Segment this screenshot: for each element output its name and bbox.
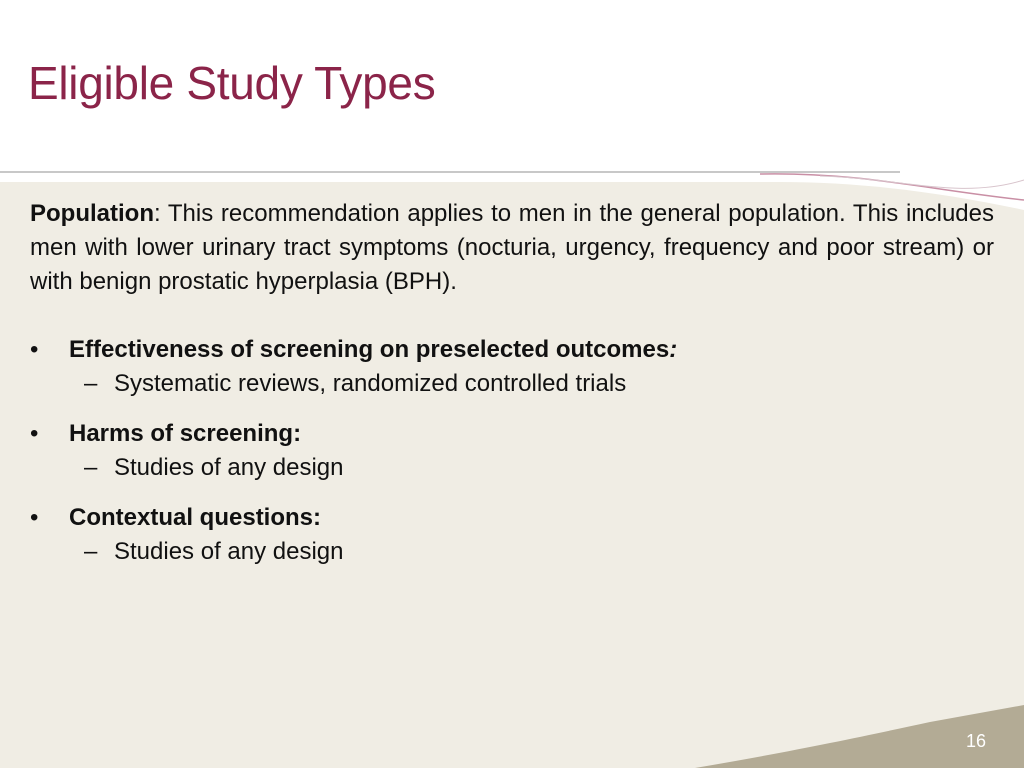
bullet-heading	[69, 417, 301, 451]
population-text: : This recommendation applies to men in the general population. This includes men with lower urinary tract symptoms (nocturia, urgency, frequency and poor stream) or with benign prostatic hyperplasia (BPH).	[30, 200, 994, 295]
page-number: 16	[966, 731, 987, 751]
dash-marker: –	[84, 370, 98, 397]
sub-item	[30, 535, 990, 569]
bullet-marker: •	[30, 504, 39, 531]
sub-item-text: Studies of any design	[114, 538, 344, 565]
bullet-list	[30, 333, 990, 585]
bullet-heading-text: Effectiveness of screening on preselected outcomes	[69, 336, 670, 363]
sub-item-text: Studies of any design	[114, 454, 344, 481]
bullet-marker: •	[30, 336, 39, 363]
population-label: Population	[30, 200, 154, 227]
bullet-heading	[69, 333, 677, 367]
bullet-marker: •	[30, 420, 39, 447]
bullet-item	[30, 333, 990, 401]
dash-marker: –	[84, 454, 98, 481]
dash-marker: –	[84, 538, 98, 565]
bullet-item	[30, 417, 990, 485]
bullet-item	[30, 501, 990, 569]
bullet-heading-text: Contextual questions:	[69, 504, 322, 531]
sub-item-text: Systematic reviews, randomized controlled trials	[114, 370, 627, 397]
population-paragraph	[30, 197, 994, 299]
bullet-heading	[69, 501, 321, 535]
bullet-heading-suffix: :	[669, 336, 678, 363]
bullet-heading-text: Harms of screening:	[69, 420, 302, 447]
sub-item	[30, 367, 990, 401]
sub-item	[30, 451, 990, 485]
slide-title: Eligible Study Types	[28, 57, 436, 109]
